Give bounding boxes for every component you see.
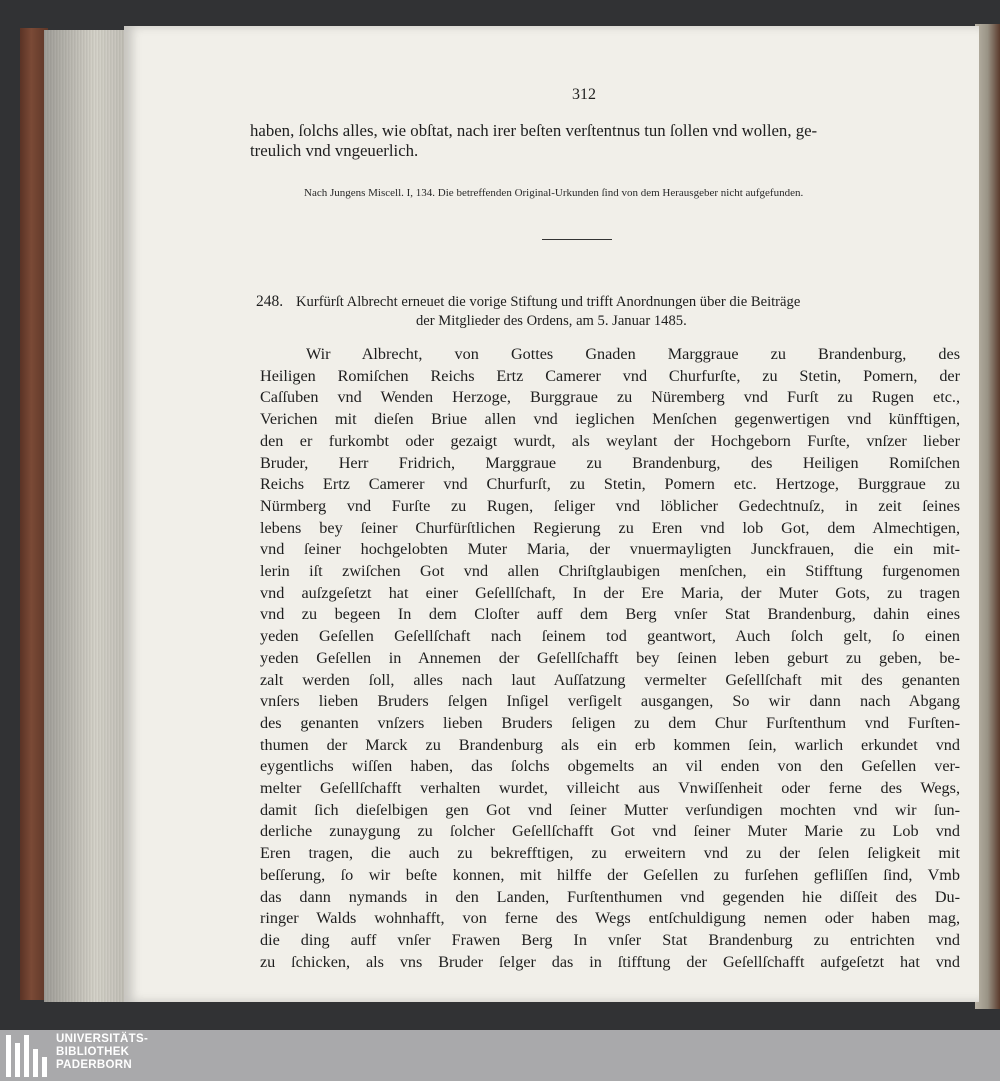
library-name bbox=[56, 1033, 148, 1072]
footnote: Nach Jungens Miscell. I, 134. Die betreffenden Original-Urkunden ſind von dem Herausgeber nicht aufgefunden. bbox=[304, 187, 804, 199]
body-text-line: den er furkombt oder gezaigt wurdt, als weylant der Hochgeborn Furſte, vnſzer lieber bbox=[260, 431, 960, 450]
body-text-line: lerin iſt zwiſchen Got vnd allen Chriſtglaubigen menſchen, ein Stifftung furgenomen bbox=[260, 562, 960, 580]
body-text-line: vnd zu begeen In dem Cloſter auff dem Berg vnſer Stat Brandenburg, dahin eines bbox=[260, 605, 960, 624]
body-text-line: eygentlichs wiſſen haben, das ſolchs obgemelts an vil enden von den Geſellen ver- bbox=[260, 757, 960, 776]
continuation-line-1: haben, ſolchs alles, wie obſtat, nach irer beſten verſtentnus tun ſollen vnd wollen, ge- bbox=[250, 121, 818, 140]
body-text-line: Reichs Ertz Camerer vnd Churfurſt, zu Stetin, Pomern etc. Hertzoge, Burggraue zu bbox=[260, 475, 960, 494]
body-text-line: Verichen mit dieſen Briue allen vnd ieglichen Menſchen gegenwertigen vnd künfftigen, bbox=[260, 410, 960, 429]
body-text-line: vnd auſzgeſetzt hat einer Geſellſchaft, In der Ere Maria, der Muter Gots, zu tragen bbox=[260, 583, 960, 602]
body-text-line: zalt werden ſoll, alles nach laut Auſſatzung vermelter Geſellſchaft mit des genanten bbox=[260, 670, 960, 689]
body-text-line: Bruder, Herr Fridrich, Marggraue zu Brandenburg, des Heiligen Romiſchen bbox=[260, 453, 960, 472]
body-text-line: das dann nymands in den Landen, Furſtenthumen vnd gegenden hie diſſeit des Du- bbox=[260, 887, 960, 906]
body-text-line: Nürmberg vnd Furſte zu Rugen, ſeliger vnd löblicher Gedechtnuſz, in zeit ſeines bbox=[260, 496, 960, 515]
library-footer-bar bbox=[0, 1030, 1000, 1081]
body-text-line: melter Geſellſchafft verhalten wurdet, villeicht aus Vnwiſſenheit oder ferne des Wegs, bbox=[260, 779, 960, 797]
book-page bbox=[124, 26, 979, 1002]
body-text-line: Caſſuben vnd Wenden Herzoge, Burggraue zu Nüremberg vnd Furſt zu Rugen etc., bbox=[260, 388, 960, 407]
body-text-line: lebens bey ſeiner Churfürſtlichen Regierung zu Eren vnd lob Got, dem Almechtigen, bbox=[260, 518, 960, 537]
body-text-line: Heiligen Romiſchen Reichs Ertz Camerer vnd Churfurſte, zu Stetin, Pomern, der bbox=[260, 366, 960, 385]
document-number: 248. bbox=[256, 293, 284, 310]
body-text-line: Wir Albrecht, von Gottes Gnaden Marggraue zu Brandenburg, des bbox=[306, 345, 960, 363]
document-heading-line-1: Kurfürſt Albrecht erneuet die vorige Stiftung und trifft Anordnungen über die Beiträge bbox=[296, 294, 801, 310]
continuation-line-2: treulich vnd vngeuerlich. bbox=[250, 141, 419, 160]
body-text-line: thumen der Marck zu Brandenburg als ein erb kommen ſein, warlich erkundet vnd bbox=[260, 735, 960, 754]
body-text-line: die ding auff vnſer Frawen Berg In vnſer Stat Brandenburg zu entrichten vnd bbox=[260, 930, 960, 949]
document-heading-line-2: der Mitglieder des Ordens, am 5. Januar 1485. bbox=[416, 313, 687, 329]
page-edges-shadow bbox=[44, 30, 130, 1002]
section-divider bbox=[542, 239, 612, 240]
page-number: 312 bbox=[572, 86, 596, 103]
body-text-line: Eren tragen, die auch zu bekrefftigen, zu erweitern vnd zu der ſelen ſeligkeit mit bbox=[260, 844, 960, 863]
body-text-line: derliche zunaygung zu ſolcher Geſellſchafft Got vnd ſeiner Muter Marie zu Lob vnd bbox=[260, 822, 960, 841]
body-text-line: vnd ſeiner hochgelobten Muter Maria, der vnuermayligten Junckfrauen, die ein mit- bbox=[260, 540, 960, 559]
body-text-line: zu ſchicken, als vns Bruder ſelger das in ſtifftung der Geſellſchafft aufgeſetzt hat vnd bbox=[260, 952, 960, 971]
body-text-line: yeden Geſellen Geſellſchaft nach ſeinem tod geantwort, Auch ſolch gelt, ſo einen bbox=[260, 627, 960, 646]
university-library-logo-icon bbox=[6, 1035, 48, 1077]
body-text-line: vnſers lieben Bruders ſelgen Inſigel verſigelt ausgangen, So wir dann nach Abgang bbox=[260, 692, 960, 711]
body-text-line: des genanten vnſzers lieben Bruders ſeligen zu dem Chur Furſtenthum vnd Furſten- bbox=[260, 713, 960, 732]
body-text-line: damit ſich dieſelbigen gen Got vnd ſeiner Mutter verſundigen mochten vnd wir ſun- bbox=[260, 800, 960, 819]
library-name-line-1: UNIVERSITÄTS- bbox=[56, 1033, 149, 1045]
library-name-line-3: PADERBORN bbox=[56, 1059, 132, 1071]
body-text-line: ringer Walds wohnhafft, von ferne des Wegs entſchuldigung nemen oder haben mag, bbox=[260, 909, 960, 928]
body-text-line: beſſerung, ſo wir beſte konnen, mit hilffe der Geſellen zu furſehen gefliſſen ſind, Vmb bbox=[260, 865, 960, 884]
body-text-line: yeden Geſellen in Annemen der Geſellſchafft bey ſeinen leben geburt zu geben, be- bbox=[260, 648, 960, 667]
library-name-line-2: BIBLIOTHEK bbox=[56, 1046, 130, 1058]
